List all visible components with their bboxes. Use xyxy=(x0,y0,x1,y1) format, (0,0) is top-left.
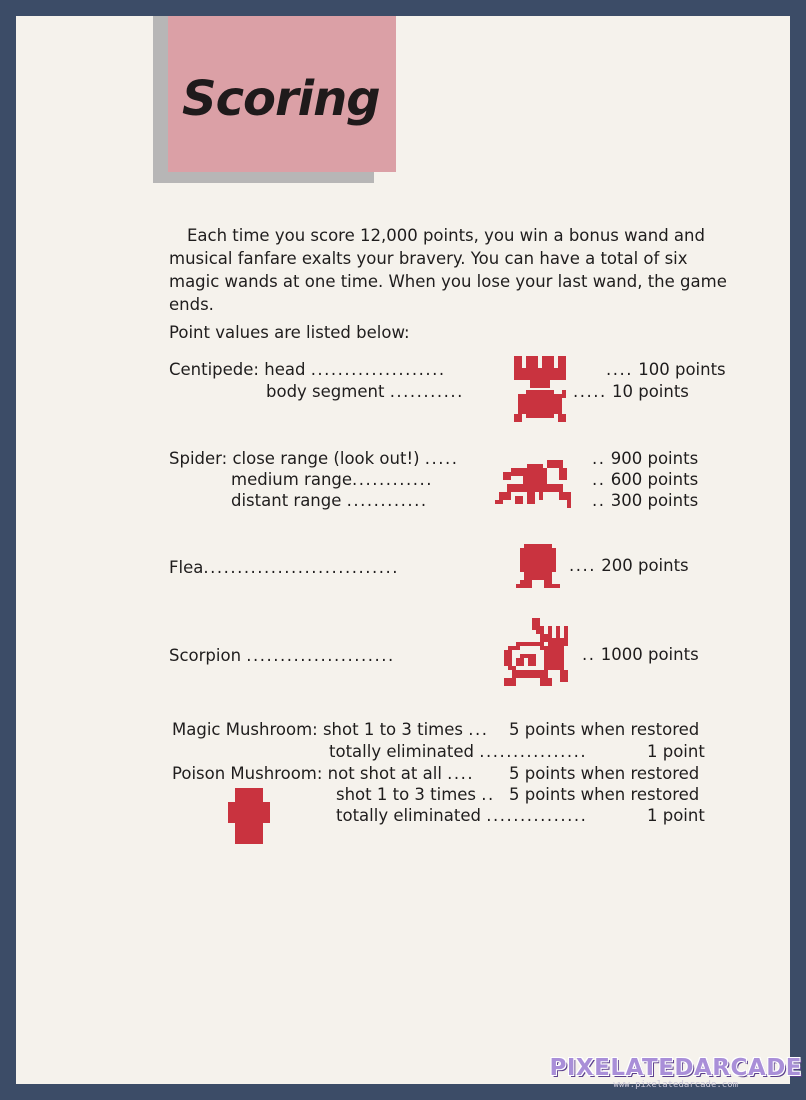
poison-mushroom-label: Poison Mushroom: not shot at all .... xyxy=(172,764,475,783)
centipede-segment-value: ..... 10 points xyxy=(573,382,689,401)
intro-text: Each time you score 12,000 points, you win a bonus wand and musical fanfare exalts your bravery. You can have a total of six magic wands at one time. When you lose your last wand, the game ends. xyxy=(169,226,727,314)
manual-page xyxy=(16,16,790,1084)
watermark xyxy=(549,1056,802,1090)
poison-mushroom-not-shot-value: 5 points when restored xyxy=(509,764,700,783)
poison-mushroom-shot-value: 5 points when restored xyxy=(509,785,700,804)
flea-icon xyxy=(516,543,560,593)
centipede-head-value: .... 100 points xyxy=(606,360,726,379)
spider-icon xyxy=(494,456,576,512)
poison-mushroom-eliminated-value: 1 point xyxy=(647,806,705,825)
centipede-body-icon xyxy=(514,390,566,422)
watermark-url: www.pixelatedarcade.com xyxy=(613,1080,739,1090)
scorpion-label: Scorpion ...................... xyxy=(169,646,395,665)
spider-medium-value: .. 600 points xyxy=(592,470,699,489)
centipede-segment-label: body segment ........... xyxy=(266,382,464,401)
flea-value: .... 200 points xyxy=(569,556,689,575)
flea-label: Flea............................. xyxy=(169,558,399,577)
spider-close-value: .. 900 points xyxy=(592,449,699,468)
spider-medium-label: medium range............ xyxy=(231,470,433,489)
page-title: Scoring xyxy=(182,71,380,127)
watermark-brand: PIXELATEDARCADE xyxy=(549,1055,802,1081)
scorpion-value: .. 1000 points xyxy=(582,645,699,664)
mushroom-icon xyxy=(228,788,270,844)
scorpion-icon xyxy=(504,618,576,686)
spider-distant-label: distant range ............ xyxy=(231,491,428,510)
values-heading: Point values are listed below: xyxy=(169,323,410,342)
poison-mushroom-shot-label: shot 1 to 3 times .. xyxy=(336,785,495,804)
spider-distant-value: .. 300 points xyxy=(592,491,699,510)
poison-mushroom-eliminated-label: totally eliminated ............... xyxy=(336,806,588,825)
magic-mushroom-eliminated-value: 1 point xyxy=(647,742,705,761)
centipede-head-icon xyxy=(514,356,566,388)
spider-close-label: Spider: close range (look out!) ..... xyxy=(169,449,459,468)
magic-mushroom-shot-value: 5 points when restored xyxy=(509,720,700,739)
magic-mushroom-eliminated-label: totally eliminated ................ xyxy=(329,742,588,761)
intro-paragraph xyxy=(169,224,729,316)
magic-mushroom-label: Magic Mushroom: shot 1 to 3 times ... xyxy=(172,720,489,739)
centipede-head-label: Centipede: head .................... xyxy=(169,360,446,379)
